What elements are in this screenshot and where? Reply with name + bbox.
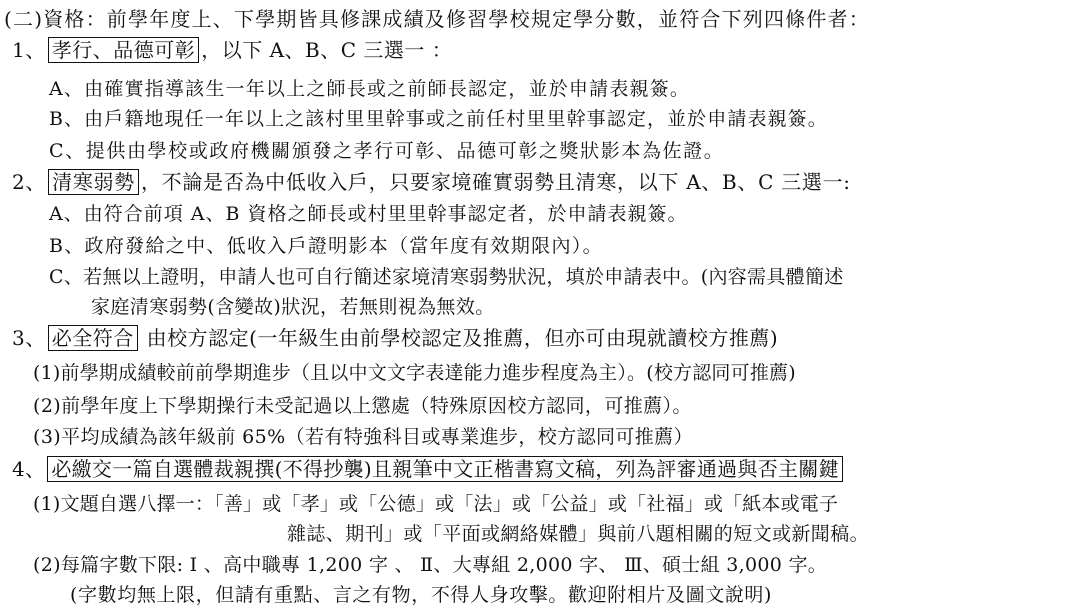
section-number: 3、: [12, 326, 46, 350]
list-item: B、政府發給之中、低收入戶證明影本（當年度有效期限內）。: [49, 235, 603, 257]
list-item: (1)前學期成績較前前學期進步（且以中文文字表達能力進步程度為主）。(校方認同可推薦): [33, 362, 796, 384]
section-title-text: ，以下 A、B、C 三選一 ：: [201, 38, 453, 62]
section-number: 1、: [12, 38, 46, 62]
list-item: C、提供由學校或政府機關頒發之孝行可彰、品德可彰之獎狀影本為佐證。: [49, 140, 725, 162]
list-item: A、由符合前項 A、B 資格之師長或村里里幹事認定者，於申請表親簽。: [49, 203, 688, 225]
boxed-criterion: 清寒弱勢: [48, 169, 139, 195]
section-1-title: [12, 37, 452, 63]
list-item: (3)平均成績為該年級前 65%（若有特強科目或專業進步，校方認同可推薦）: [33, 426, 693, 448]
section-number: 4、: [12, 457, 46, 481]
list-item: B、由戶籍地現任一年以上之該村里里幹事或之前任村里里幹事認定，並於申請表親簽。: [49, 108, 828, 130]
boxed-criterion: 孝行、品德可彰: [48, 37, 200, 63]
section-title-text: ，不論是否為中低收入戶，只要家境確實弱勢且清寒，以下 A、B、C 三選一:: [140, 170, 851, 194]
section-2-title: [12, 169, 851, 195]
section-4-title: [12, 456, 845, 482]
list-item: (1)文題自選八擇一：「善」或「孝」或「公德」或「法」或「公益」或「社福」或「紙本或電子: [33, 493, 839, 515]
list-item: (2)每篇字數下限: I 、高中職專 1,200 字 、 Ⅱ、大專組 2,000 字、 Ⅲ、碩士組 3,000 字。: [33, 554, 828, 576]
section-3-title: [12, 325, 778, 351]
list-item: (字數均無上限，但請有重點、言之有物，不得人身攻擊。歡迎附相片及圖文說明): [70, 584, 773, 606]
heading-line: (二)資格：前學年度上、下學期皆具修課成績及修習學校規定學分數，並符合下列四條件者：: [4, 7, 871, 31]
section-number: 2、: [12, 170, 47, 194]
list-item: (2)前學年度上下學期操行未受記過以上懲處（特殊原因校方認同，可推薦）。: [33, 395, 692, 417]
boxed-criterion: 必全符合: [48, 325, 138, 351]
section-title-text: 由校方認定(一年級生由前學校認定及推薦，但亦可由現就讀校方推薦): [139, 326, 779, 350]
list-item: C、若無以上證明，申請人也可自行簡述家境清寒弱勢狀況，填於申請表中。(內容需具體簡述: [49, 266, 844, 288]
boxed-criterion: 必繳交一篇自選體裁親撰(不得抄襲)且親筆中文正楷書寫文稿，列為評審通過與否主關鍵: [47, 456, 843, 482]
list-item: A、由確實指導該生一年以上之師長或之前師長認定，並於申請表親簽。: [49, 78, 691, 100]
list-item: 家庭清寒弱勢(含變故)狀況，若無則視為無效。: [91, 296, 495, 318]
list-item: 雜誌、期刊」或「平面或網絡媒體」與前八題相關的短文或新聞稿。: [287, 523, 870, 545]
